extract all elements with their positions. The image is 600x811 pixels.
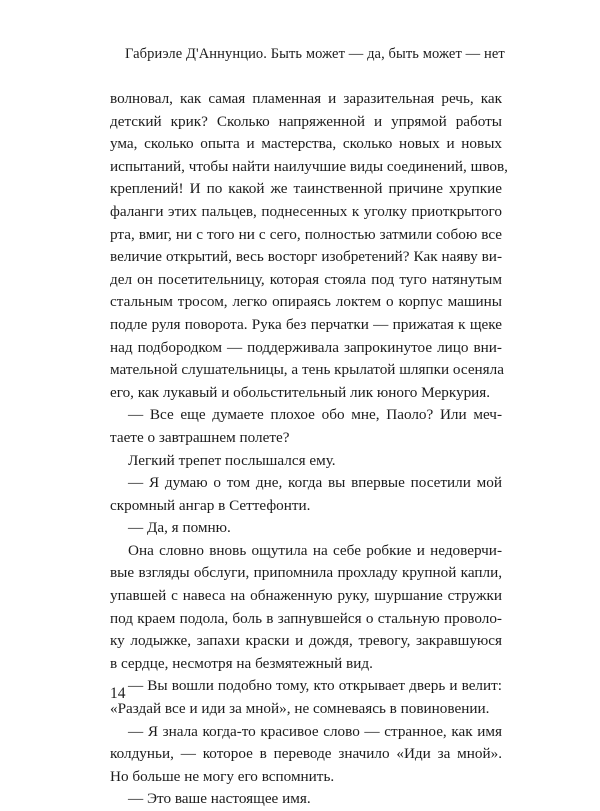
text-line: мательной слушательницы, а тень крылатой шляпки осеняла xyxy=(110,361,504,379)
text-line: под краем подола, боль в запнувшейся о стальную проволо- xyxy=(110,609,502,627)
text-line: Но больше не могу его вспомнить. xyxy=(110,767,335,785)
text-line: колдуньи, — которое в переводе значило «Иди за мной». xyxy=(110,745,502,763)
text-line: ума, сколько опыта и мастерства, сколько новых и новых xyxy=(110,135,502,153)
text-line: вые взгляды обслуги, припомнила прохладу крупной капли, xyxy=(110,564,502,582)
text-line: испытаний, чтобы найти наилучшие виды соединений, швов, xyxy=(110,157,508,175)
text-line: в сердце, несмотря на безмятежный вид. xyxy=(110,654,373,672)
text-line: дел он посетительницу, которая стояла под туго натянутым xyxy=(110,270,502,288)
text-line: — Я думаю о том дне, когда вы впервые посетили мой xyxy=(128,474,502,492)
text-line: — Вы вошли подобно тому, кто открывает дверь и велит: xyxy=(128,677,502,695)
text-line: стальным тросом, легко опираясь локтем о корпус машины xyxy=(110,293,502,311)
text-line: «Раздай все и иди за мной», не сомневаясь в повиновении. xyxy=(110,700,490,718)
text-line: Легкий трепет послышался ему. xyxy=(128,451,336,469)
text-line: Она словно вновь ощутила на себе робкие и недоверчи- xyxy=(128,541,502,559)
text-line: подле руля поворота. Рука без перчатки — прижатая к щеке xyxy=(110,315,502,333)
text-line: детский крик? Сколько напряженной и упрямой работы xyxy=(110,112,502,130)
text-line: — Это ваше настоящее имя. xyxy=(128,790,311,808)
text-line: упавшей с навеса на обнаженную руку, шуршание стружки xyxy=(110,587,502,605)
text-line: таете о завтрашнем полете? xyxy=(110,428,290,446)
text-line: скромный ангар в Сеттефонти. xyxy=(110,496,311,514)
text-line: — Все еще думаете плохое обо мне, Паоло? Или меч- xyxy=(128,406,502,424)
text-line: над подбородком — поддерживала запрокинутое лицо вни- xyxy=(110,338,502,356)
text-line: его, как лукавый и обольстительный лик юного Меркурия. xyxy=(110,383,491,401)
text-line: креплений! И по какой же таинственной причине хрупкие xyxy=(110,180,502,198)
text-line: рта, вмиг, ни с того ни с сего, полностью затмили собою все xyxy=(110,225,502,243)
text-line: фаланги этих пальцев, поднесенных к уголку приоткрытого xyxy=(110,202,502,220)
text-line: — Я знала когда-то красивое слово — странное, как имя xyxy=(128,722,502,740)
text-line: — Да, я помню. xyxy=(128,519,231,537)
text-line: величие открытий, весь восторг изобретений? Как наяву ви- xyxy=(110,248,502,266)
text-line: волновал, как самая пламенная и заразительная речь, как xyxy=(110,90,502,107)
text-line: ку лодыжке, запахи краски и дождя, тревогу, закравшуюся xyxy=(110,632,502,650)
running-head: Габриэле Д'Аннунцио. Быть может — да, быть может — нет xyxy=(125,46,505,62)
page-number: 14 xyxy=(110,685,126,702)
body-text xyxy=(110,88,508,811)
